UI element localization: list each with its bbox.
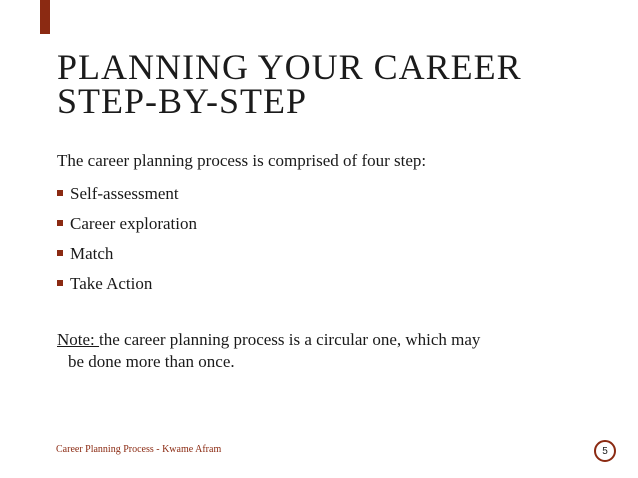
- list-item: [57, 178, 197, 208]
- note-text-1: the career planning process is a circular one, which may: [99, 330, 481, 349]
- note-paragraph: [57, 329, 584, 373]
- list-item-label: Career exploration: [70, 213, 197, 233]
- list-item: [57, 208, 197, 238]
- title-line-1: PLANNING YOUR CAREER: [57, 47, 522, 87]
- note-label: Note:: [57, 330, 100, 349]
- list-item: [57, 268, 197, 298]
- intro-text: The career planning process is comprised of four step:: [57, 151, 427, 170]
- list-item-label: Match: [70, 243, 114, 263]
- square-bullet-icon: [57, 220, 63, 226]
- page-number-badge: [594, 440, 616, 462]
- list-item-label: Take Action: [70, 273, 153, 293]
- slide-title: [57, 47, 617, 121]
- note-line-1: [57, 329, 584, 351]
- title-line-2: STEP-BY-STEP: [57, 81, 308, 121]
- list-item: [57, 238, 197, 268]
- square-bullet-icon: [57, 190, 63, 196]
- accent-bar: [40, 0, 50, 34]
- square-bullet-icon: [57, 250, 63, 256]
- note-text-2: be done more than once.: [68, 352, 235, 371]
- steps-list: [57, 178, 197, 298]
- square-bullet-icon: [57, 280, 63, 286]
- list-item-label: Self-assessment: [70, 183, 179, 203]
- page-number: 5: [602, 445, 608, 457]
- footer-text: Career Planning Process - Kwame Afram: [56, 444, 222, 455]
